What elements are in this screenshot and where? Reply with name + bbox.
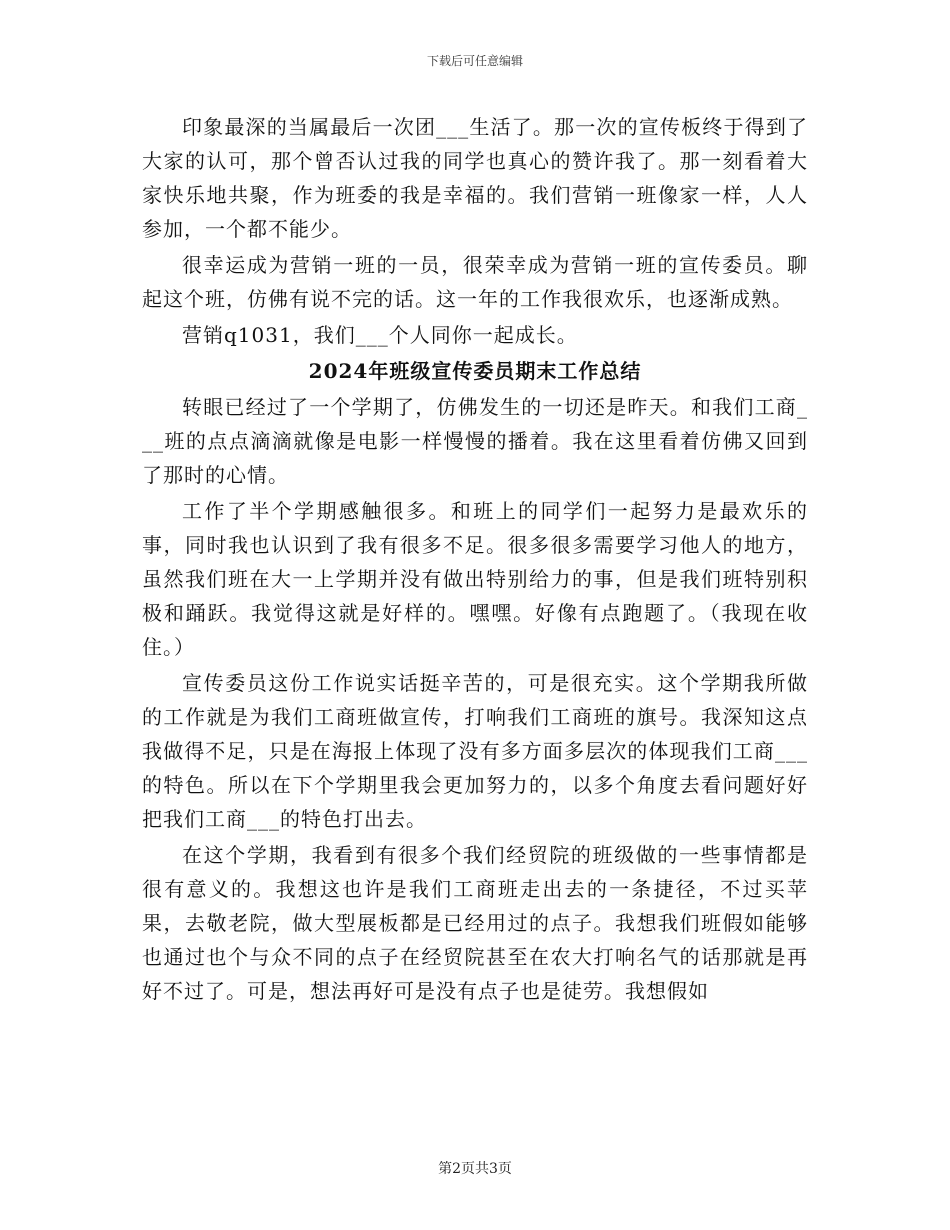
paragraph: 印象最深的当属最后一次团___生活了。那一次的宣传板终于得到了大家的认可，那个曾否认过我的同学也真心的赞许我了。那一刻看着大家快乐地共聚，作为班委的我是幸福的。我们营销一班像家一样，人人参加，一个都不能少。 (142, 115, 808, 241)
paragraph: 在这个学期，我看到有很多个我们经贸院的班级做的一些事情都是很有意义的。我想这也许是我们工商班走出去的一条捷径，不过买苹果，去敬老院，做大型展板都是已经用过的点子。我想我们班假如能够也通过也个与众不同的点子在经贸院甚至在农大打响名气的话那就是再好不过了。可是，想法再好可是没有点子也是徒劳。我想假如 (142, 843, 808, 1003)
page-footer: 第2页共3页 (438, 1161, 512, 1177)
paragraph: 宣传委员这份工作说实话挺辛苦的，可是很充实。这个学期我所做的工作就是为我们工商班做宣传，打响我们工商班的旗号。我深知这点我做得不足，只是在海报上体现了没有多方面多层次的体现我们工商___的特色。所以在下个学期里我会更加努力的，以多个角度去看问题好好把我们工商___的特色打出去。 (142, 671, 808, 831)
page-header: 下载后可任意编辑 (426, 54, 523, 68)
paragraph: 转眼已经过了一个学期了，仿佛发生的一切还是昨天。和我们工商___班的点点滴滴就像是电影一样慢慢的播着。我在这里看着仿佛又回到了那时的心情。 (142, 395, 808, 487)
section-title: 2024年班级宣传委员期末工作总结 (308, 359, 642, 383)
paragraph: 很幸运成为营销一班的一员，很荣幸成为营销一班的宣传委员。聊起这个班，仿佛有说不完的话。这一年的工作我很欢乐，也逐渐成熟。 (142, 253, 808, 311)
paragraph: 工作了半个学期感触很多。和班上的同学们一起努力是最欢乐的事，同时我也认识到了我有很多不足。很多很多需要学习他人的地方，虽然我们班在大一上学期并没有做出特别给力的事，但是我们班特别积极和踊跃。我觉得这就是好样的。嘿嘿。好像有点跑题了。（我现在收住。） (142, 499, 808, 659)
paragraph: 营销q1031，我们___个人同你一起成长。 (182, 323, 578, 347)
document-body (142, 110, 808, 1010)
